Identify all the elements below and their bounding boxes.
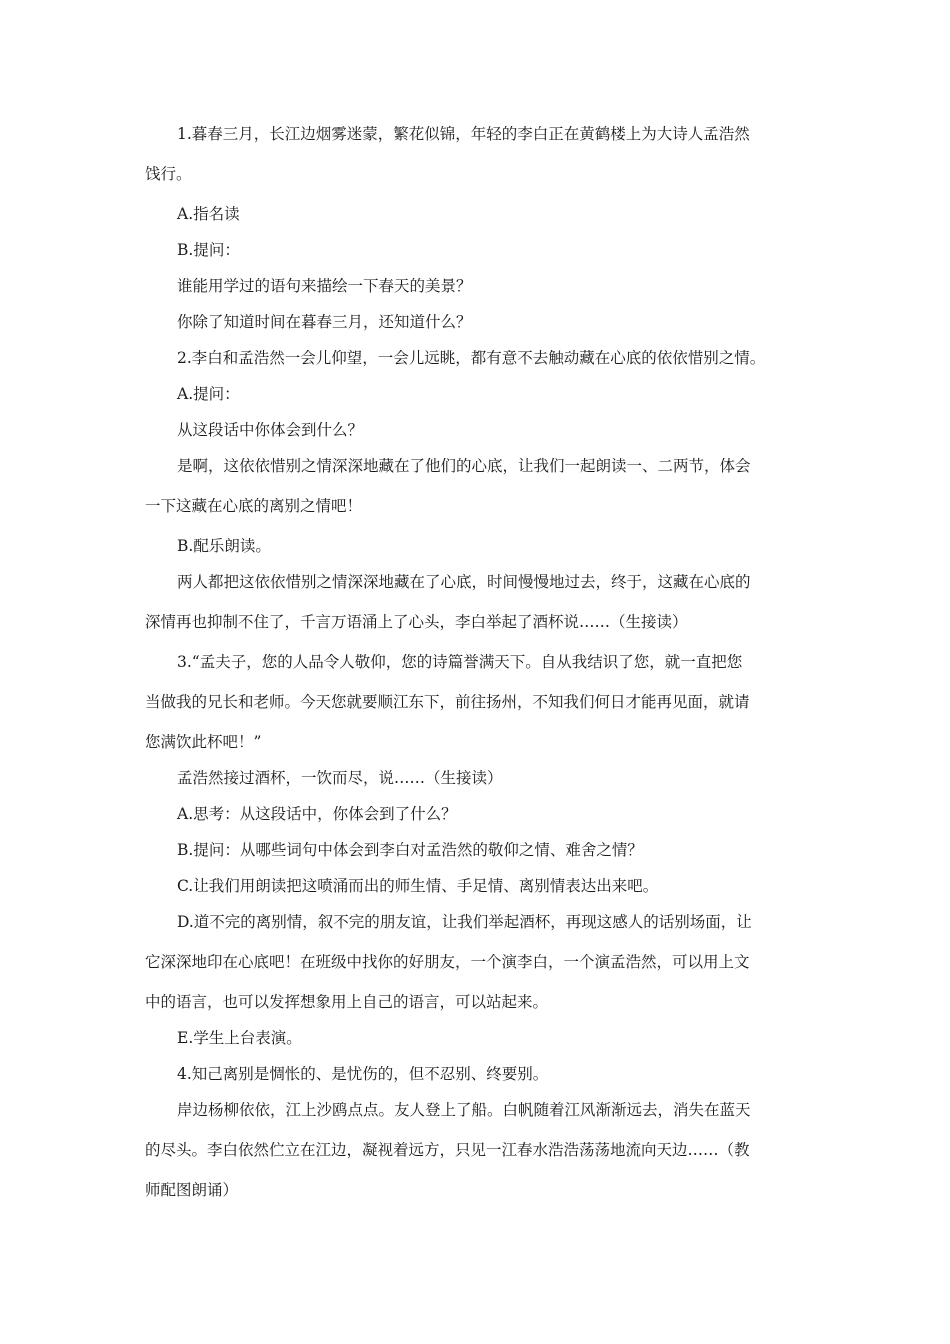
paragraph-first-line: 1.暮春三月，长江边烟雾迷蒙，繁花似锦，年轻的李白正在黄鹤楼上为大诗人孟浩然	[177, 125, 750, 143]
paragraph-continuation-line: 它深深地印在心底吧！在班级中找你的好朋友，一个演李白，一个演孟浩然，可以用上文	[145, 953, 750, 971]
paragraph-first-line: B.提问：	[177, 241, 240, 259]
paragraph-first-line: 你除了知道时间在暮春三月，还知道什么？	[177, 313, 472, 331]
paragraph-first-line: B.提问：从哪些词句中体会到李白对孟浩然的敬仰之情、难舍之情？	[177, 841, 643, 859]
paragraph-continuation-line: 的尽头。李白依然伫立在江边，凝视着远方，只见一江春水浩浩荡荡地流向天边……（教	[145, 1141, 750, 1159]
paragraph-continuation-line: 饯行。	[145, 165, 192, 183]
paragraph-first-line: 岸边杨柳依依，江上沙鸥点点。友人登上了船。白帆随着江风渐渐远去，消失在蓝天	[177, 1101, 751, 1119]
paragraph-first-line: A.思考：从这段话中，你体会到了什么？	[177, 805, 457, 823]
paragraph-first-line: C.让我们用朗读把这喷涌而出的师生情、手足情、离别情表达出来吧。	[177, 877, 659, 895]
paragraph-first-line: 3.“孟夫子，您的人品令人敬仰，您的诗篇誉满天下。自从我结识了您，就一直把您	[177, 653, 743, 671]
paragraph-first-line: 谁能用学过的语句来描绘一下春天的美景？	[177, 277, 472, 295]
paragraph-continuation-line: 深情再也抑制不住了，千言万语涌上了心头，李白举起了酒杯说……（生接读）	[145, 613, 688, 631]
paragraph-first-line: 两人都把这依依惜别之情深深地藏在了心底，时间慢慢地过去，终于，这藏在心底的	[177, 573, 751, 591]
paragraph-first-line: B.配乐朗读。	[177, 537, 271, 555]
paragraph-first-line: 从这段话中你体会到什么？	[177, 421, 364, 439]
paragraph-first-line: D.道不完的离别情，叙不完的朋友谊，让我们举起酒杯，再现这感人的话别场面，让	[177, 913, 752, 931]
paragraph-first-line: A.提问：	[177, 385, 240, 403]
paragraph-continuation-line: 师配图朗诵）	[145, 1181, 239, 1199]
paragraph-continuation-line: 您满饮此杯吧！”	[145, 733, 262, 751]
paragraph-first-line: 是啊，这依依惜别之情深深地藏在了他们的心底，让我们一起朗读一、二两节，体会	[177, 457, 751, 475]
paragraph-continuation-line: 中的语言，也可以发挥想象用上自己的语言，可以站起来。	[145, 993, 549, 1011]
paragraph-first-line: 4.知己离别是惆怅的、是忧伤的，但不忍别、终要别。	[177, 1065, 549, 1083]
paragraph-first-line: A.指名读	[177, 205, 240, 223]
paragraph-first-line: 孟浩然接过酒杯，一饮而尽，说……（生接读）	[177, 769, 503, 787]
paragraph-first-line: 2.李白和孟浩然一会儿仰望，一会儿远眺，都有意不去触动藏在心底的依依惜别之情。	[177, 349, 766, 367]
paragraph-continuation-line: 当做我的兄长和老师。今天您就要顺江东下，前往扬州，不知我们何日才能再见面，就请	[145, 693, 750, 711]
paragraph-first-line: E.学生上台表演。	[177, 1029, 302, 1047]
paragraph-continuation-line: 一下这藏在心底的离别之情吧！	[145, 497, 363, 515]
